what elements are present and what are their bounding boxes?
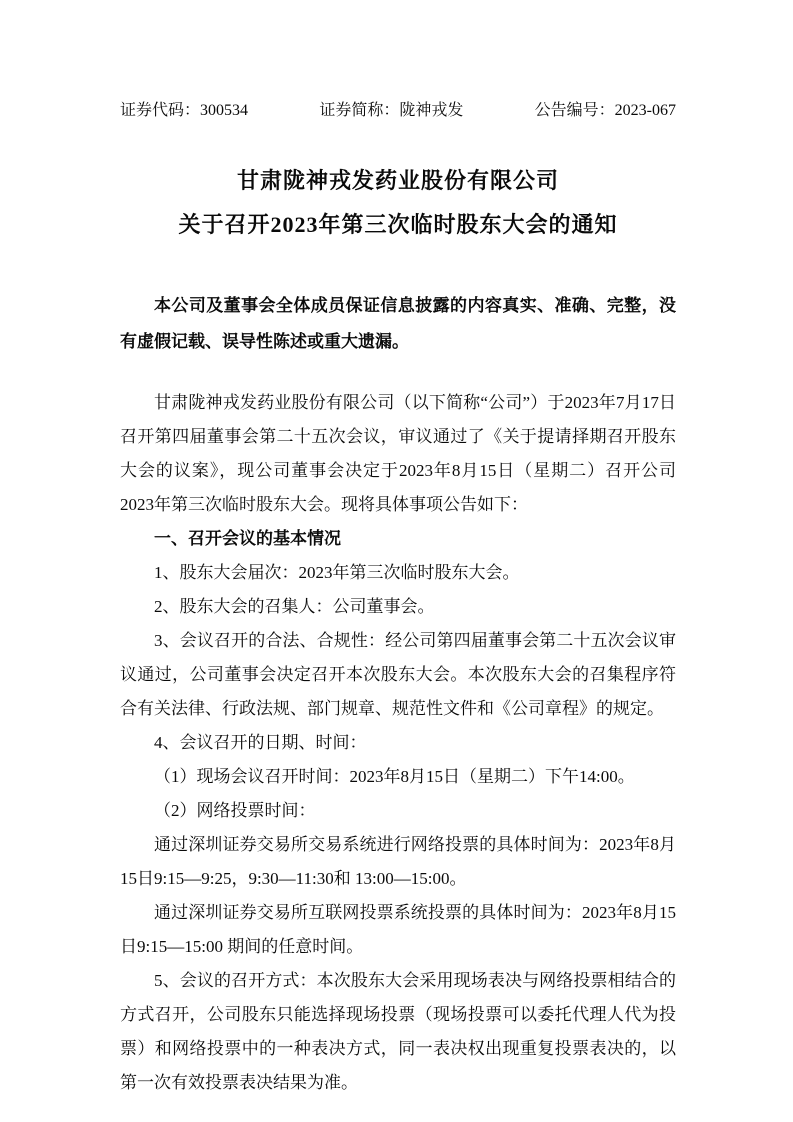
paragraph-meeting-method: 5、会议的召开方式：本次股东大会采用现场表决与网络投票相结合的方式召开，公司股东只能选择现场投票（现场投票可以委托代理人代为投票）和网络投票中的一种表决方式，同一表决权出现重复投票表决的，以第一次有效投票表决结果为准。	[120, 971, 676, 1092]
paragraph-internet-system-time: 通过深圳证券交易所互联网投票系统投票的具体时间为：2023年8月15日9:15—15:00 期间的任意时间。	[120, 903, 676, 956]
stock-abbr: 证券简称：陇神戎发	[319, 102, 464, 119]
paragraph-intro: 甘肃陇神戎发药业股份有限公司（以下简称“公司”）于2023年7月17日召开第四届董事会第二十五次会议，审议通过了《关于提请择期召开股东大会的议案》，现公司董事会决定于2023年8月15日（星期二）召开公司2023年第三次临时股东大会。现将具体事项公告如下：	[120, 393, 676, 514]
stock-code: 证券代码：300534	[120, 102, 249, 119]
paragraph-online-vote-label: （2）网络投票时间：	[154, 801, 316, 820]
company-title: 甘肃陇神戎发药业股份有限公司	[236, 168, 559, 193]
announcement-number: 公告编号：2023-067	[534, 102, 676, 119]
paragraph-legality: 3、会议召开的合法、合规性：经公司第四届董事会第二十五次会议审议通过，公司董事会决定召开本次股东大会。本次股东大会的召集程序符合有关法律、行政法规、部门规章、规范性文件和《公司章程》的规定。	[120, 631, 676, 718]
paragraph-meeting-session: 1、股东大会届次：2023年第三次临时股东大会。	[154, 563, 520, 582]
paragraph-date-time-label: 4、会议召开的日期、时间：	[154, 733, 367, 752]
document-header	[120, 100, 676, 122]
paragraph-convener: 2、股东大会的召集人：公司董事会。	[154, 597, 435, 616]
announcement-subject-title: 关于召开2023年第三次临时股东大会的通知	[178, 212, 618, 237]
paragraph-onsite-time: （1）现场会议召开时间：2023年8月15日（星期二）下午14:00。	[154, 767, 635, 786]
section-heading-basic-info: 一、召开会议的基本情况	[154, 529, 341, 548]
disclaimer-statement: 本公司及董事会全体成员保证信息披露的内容真实、准确、完整，没有虚假记载、误导性陈述或重大遗漏。	[120, 296, 676, 351]
paragraph-trading-system-time: 通过深圳证券交易所交易系统进行网络投票的具体时间为：2023年8月15日9:15—9:25，9:30—11:30和 13:00—15:00。	[120, 835, 676, 888]
